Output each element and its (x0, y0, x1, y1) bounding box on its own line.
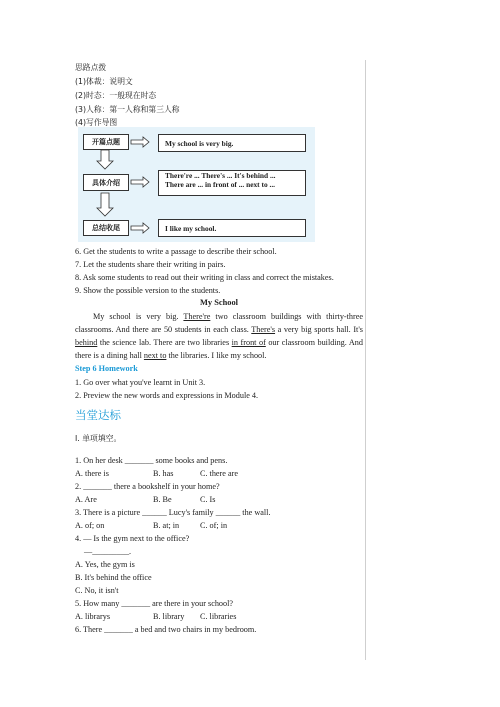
diagram-body-line: There are ... in front of ... next to ... (165, 180, 276, 189)
question-reply: —_________. (84, 547, 132, 556)
step6-heading: Step 6 Homework (75, 364, 138, 373)
question-options: A. there is B. has C. there are (75, 469, 238, 478)
writing-guide-diagram (78, 127, 315, 242)
option: C. No, it isn't (75, 586, 119, 595)
question-options: A. Are B. Be C. Is (75, 495, 216, 504)
question: 4. — Is the gym next to the office? (75, 534, 190, 543)
option: B. It's behind the office (75, 573, 152, 582)
step-item: 9. Show the possible version to the students. (75, 286, 221, 295)
step-item: 6. Get the students to write a passage to describe their school. (75, 247, 277, 256)
homework-item: 1. Go over what you've learnt in Unit 3. (75, 378, 206, 387)
question: 3. There is a picture ______ Lucy's family ______ the wall. (75, 508, 271, 517)
question-options: A. librarys B. library C. libraries (75, 612, 237, 621)
down-arrow-icon (97, 193, 113, 216)
tip-item: (2)时态：一般现在时态 (75, 91, 157, 100)
diagram-text-conclusion: I like my school. (158, 219, 306, 237)
right-arrow-icon (131, 177, 149, 187)
question: 6. There _______ a bed and two chairs in my bedroom. (75, 625, 257, 634)
homework-item: 2. Preview the new words and expressions in Module 4. (75, 391, 259, 400)
tip-item: (4)写作导图 (75, 118, 118, 127)
question-options: A. of; on B. at; in C. of; in (75, 521, 228, 530)
essay-body: My school is very big. There're two classroom buildings with thirty-three classrooms. And there are 50 students in each class. There's a very big sports hall. It's behind the science lab. There are two libraries in front of our classroom building. And there is a dining hall next to the libraries. I like my school. (75, 312, 363, 360)
diagram-step-intro: 开篇点题 (83, 134, 129, 150)
diagram-text-body (158, 170, 306, 196)
section-title: Ⅰ. 单项填空。 (75, 434, 122, 443)
essay-title: My School (200, 298, 238, 307)
question: 5. How many _______ are there in your school? (75, 599, 234, 608)
diagram-body-line: There're ... There's ... It's behind ... (165, 171, 276, 180)
question: 1. On her desk _______ some books and pens. (75, 456, 228, 465)
step-item: 7. Let the students share their writing in pairs. (75, 260, 226, 269)
down-arrow-icon (97, 150, 113, 169)
option: A. Yes, the gym is (75, 560, 135, 569)
right-arrow-icon (131, 137, 149, 147)
diagram-text-intro: My school is very big. (158, 134, 306, 152)
tip-item: (3)人称：第一人称和第三人称 (75, 105, 180, 114)
tip-item: (1)体裁：说明文 (75, 77, 133, 86)
tips-title: 思路点拨 (75, 63, 107, 72)
margin-divider (365, 60, 366, 660)
step-item: 8. Ask some students to read out their writing in class and correct the mistakes. (75, 273, 334, 282)
question: 2. _______ there a bookshelf in your home? (75, 482, 220, 491)
diagram-step-conclusion: 总结收尾 (83, 220, 129, 236)
practice-heading: 当堂达标 (75, 408, 121, 422)
right-arrow-icon (131, 223, 149, 233)
diagram-step-body: 具体介绍 (83, 174, 129, 191)
